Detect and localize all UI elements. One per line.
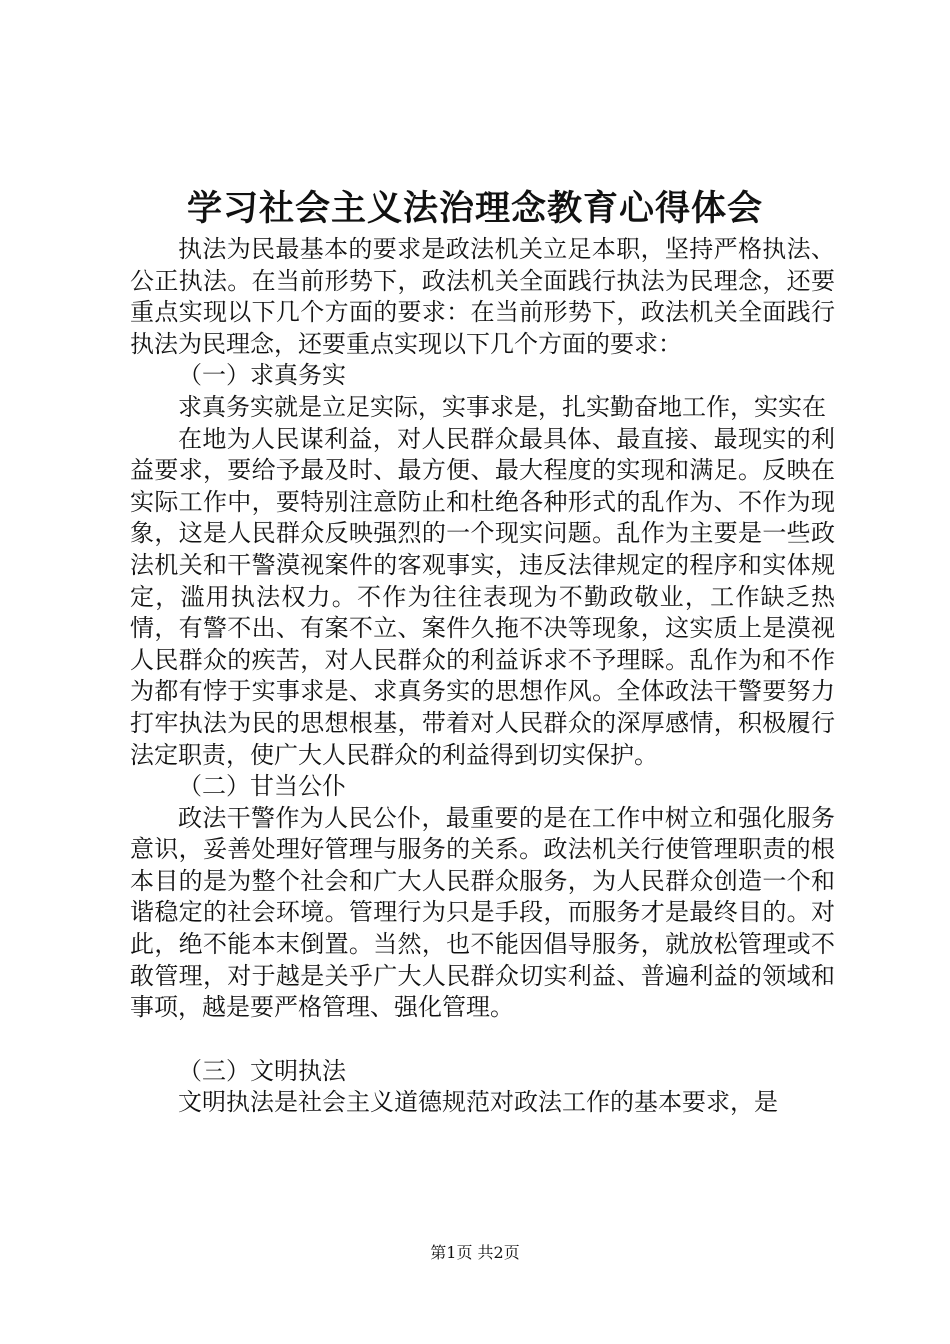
section-heading-2: （二）甘当公仆	[178, 772, 346, 801]
paragraph-section-1-a: 求真务实就是立足实际，实事求是，扎实勤奋地工作，实实在	[178, 392, 826, 421]
paragraph-section-2: 政法干警作为人民公仆，最重要的是在工作中树立和强化服务意识，妥善处理好管理与服务的关系。政法机关行使管理职责的根本目的是为整个社会和广大人民群众服务，为人民群众创造一个和谐稳定的社会环境。管理行为只是手段，而服务才是最终目的。对此，绝不能本末倒置。当然，也不能因倡导服务，就放松管理或不敢管理，对于越是关乎广大人民群众切实利益、普遍利益的领域和事项，越是要严格管理、强化管理。	[130, 803, 835, 1022]
section-heading-1: （一）求真务实	[178, 361, 346, 390]
document-body	[130, 234, 835, 1119]
paragraph-intro: 执法为民最基本的要求是政法机关立足本职，坚持严格执法、公正执法。在当前形势下，政法机关全面践行执法为民理念，还要重点实现以下几个方面的要求：在当前形势下，政法机关全面践行执法为民理念，还要重点实现以下几个方面的要求：	[130, 235, 835, 358]
page-footer: 第1页 共2页	[430, 1243, 520, 1262]
section-heading-3: （三）文明执法	[178, 1056, 346, 1085]
paragraph-section-3: 文明执法是社会主义道德规范对政法工作的基本要求，是	[178, 1088, 778, 1117]
document-title: 学习社会主义法治理念教育心得体会	[186, 188, 763, 229]
paragraph-section-1-b: 在地为人民谋利益，对人民群众最具体、最直接、最现实的利益要求，要给予最及时、最方便、最大程度的实现和满足。反映在实际工作中，要特别注意防止和杜绝各种形式的乱作为、不作为现象，这是人民群众反映强烈的一个现实问题。乱作为主要是一些政法机关和干警漠视案件的客观事实，违反法律规定的程序和实体规定，滥用执法权力。不作为往往表现为不勤政敬业，工作缺乏热情，有警不出、有案不立、案件久拖不决等现象，这实质上是漠视人民群众的疾苦，对人民群众的利益诉求不予理睬。乱作为和不作为都有悖于实事求是、求真务实的思想作风。全体政法干警要努力打牢执法为民的思想根基，带着对人民群众的深厚感情，积极履行法定职责，使广大人民群众的利益得到切实保护。	[130, 424, 835, 769]
